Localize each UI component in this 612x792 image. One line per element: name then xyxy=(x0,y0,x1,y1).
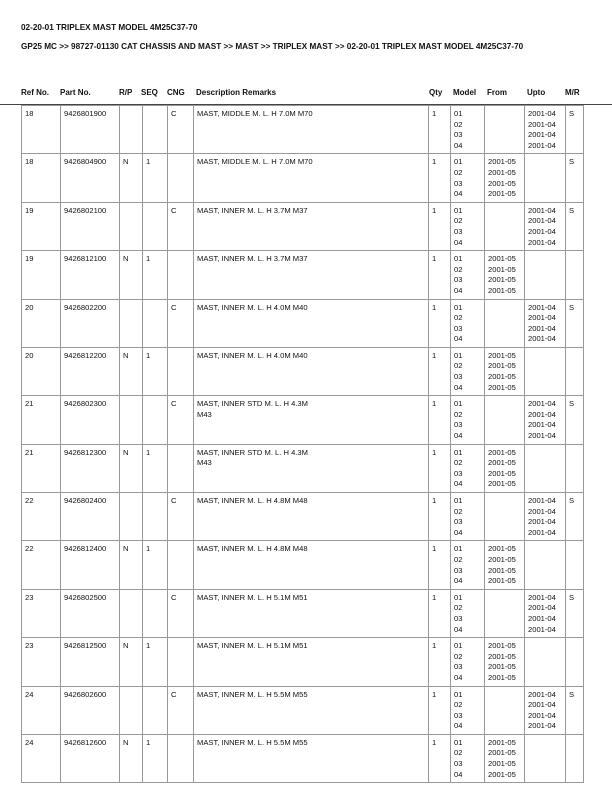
cell-ref: 21 xyxy=(22,444,61,492)
model-value: 01 xyxy=(454,689,463,699)
from-value: 2001-05 xyxy=(488,769,516,779)
model-value: 04 xyxy=(454,334,463,344)
table-row xyxy=(22,396,584,444)
cell-mr xyxy=(566,638,584,686)
cell-rp: N xyxy=(120,154,143,202)
model-value: 02 xyxy=(454,554,463,564)
model-value: 03 xyxy=(454,759,463,769)
from-value: 2001-05 xyxy=(488,576,516,586)
cell-cng xyxy=(168,541,194,589)
cell-mr xyxy=(566,347,584,395)
header-seq: SEQ xyxy=(141,88,158,97)
cell-rp xyxy=(120,686,143,734)
cell-seq: 1 xyxy=(143,444,168,492)
from-value: 2001-05 xyxy=(488,254,516,264)
table-row xyxy=(22,202,584,250)
cell-qty: 1 xyxy=(429,396,451,444)
from-value: 2001-05 xyxy=(488,275,516,285)
from-value: 2001-05 xyxy=(488,285,516,295)
model-value: 04 xyxy=(454,382,463,392)
upto-value: 2001-04 xyxy=(528,237,556,247)
cell-upto xyxy=(525,493,566,541)
cell-ref: 22 xyxy=(22,541,61,589)
cell-ref: 19 xyxy=(22,251,61,299)
cell-desc: MAST, INNER M. L. H 4.0M M40 xyxy=(194,347,429,395)
cell-seq: 1 xyxy=(143,154,168,202)
cell-ref: 23 xyxy=(22,589,61,637)
cell-cng xyxy=(168,638,194,686)
cell-part: 9426812500 xyxy=(61,638,120,686)
cell-rp xyxy=(120,202,143,250)
from-value: 2001-05 xyxy=(488,458,516,468)
cell-from xyxy=(485,396,525,444)
model-value: 03 xyxy=(454,468,463,478)
cell-from xyxy=(485,589,525,637)
cell-desc: MAST, INNER M. L. H 5.1M M51 xyxy=(194,589,429,637)
cell-qty: 1 xyxy=(429,202,451,250)
cell-desc: MAST, INNER M. L. H 5.1M M51 xyxy=(194,638,429,686)
cell-upto xyxy=(525,299,566,347)
model-value: 01 xyxy=(454,544,463,554)
cell-cng: C xyxy=(168,106,194,154)
upto-value: 2001-04 xyxy=(528,700,556,710)
from-value: 2001-05 xyxy=(488,479,516,489)
upto-value: 2001-04 xyxy=(528,613,556,623)
cell-qty: 1 xyxy=(429,734,451,782)
cell-ref: 19 xyxy=(22,202,61,250)
model-value: 04 xyxy=(454,189,463,199)
cell-desc: MAST, INNER STD M. L. H 4.3M M43 xyxy=(194,396,429,444)
upto-value: 2001-04 xyxy=(528,119,556,129)
table-header xyxy=(0,88,612,100)
upto-value: 2001-04 xyxy=(528,313,556,323)
model-value: 02 xyxy=(454,313,463,323)
table-row xyxy=(22,251,584,299)
table-row xyxy=(22,638,584,686)
model-value: 03 xyxy=(454,130,463,140)
model-value: 04 xyxy=(454,285,463,295)
model-value: 01 xyxy=(454,157,463,167)
cell-ref: 18 xyxy=(22,154,61,202)
cell-upto xyxy=(525,686,566,734)
cell-rp xyxy=(120,589,143,637)
cell-rp: N xyxy=(120,444,143,492)
cell-from xyxy=(485,251,525,299)
model-value: 03 xyxy=(454,178,463,188)
cell-rp: N xyxy=(120,638,143,686)
cell-model xyxy=(451,251,485,299)
cell-cng xyxy=(168,734,194,782)
cell-rp xyxy=(120,106,143,154)
cell-part: 9426802600 xyxy=(61,686,120,734)
cell-part: 9426812200 xyxy=(61,347,120,395)
table-row xyxy=(22,541,584,589)
cell-mr xyxy=(566,541,584,589)
cell-from xyxy=(485,734,525,782)
model-value: 02 xyxy=(454,651,463,661)
model-value: 01 xyxy=(454,109,463,118)
upto-value: 2001-04 xyxy=(528,624,556,634)
upto-value: 2001-04 xyxy=(528,689,556,699)
from-value: 2001-05 xyxy=(488,672,516,682)
from-value: 2001-05 xyxy=(488,641,516,651)
upto-value: 2001-04 xyxy=(528,399,556,409)
model-value: 01 xyxy=(454,254,463,264)
cell-cng: C xyxy=(168,686,194,734)
cell-upto xyxy=(525,396,566,444)
model-value: 01 xyxy=(454,496,463,505)
cell-rp: N xyxy=(120,541,143,589)
cell-qty: 1 xyxy=(429,299,451,347)
cell-from xyxy=(485,154,525,202)
cell-mr: S xyxy=(566,396,584,444)
cell-cng: C xyxy=(168,299,194,347)
cell-upto xyxy=(525,541,566,589)
cell-cng xyxy=(168,154,194,202)
upto-value: 2001-04 xyxy=(528,420,556,430)
upto-value: 2001-04 xyxy=(528,517,556,527)
model-value: 04 xyxy=(454,576,463,586)
upto-value: 2001-04 xyxy=(528,527,556,537)
cell-mr xyxy=(566,734,584,782)
cell-ref: 24 xyxy=(22,686,61,734)
model-value: 02 xyxy=(454,167,463,177)
cell-mr: S xyxy=(566,686,584,734)
cell-ref: 23 xyxy=(22,638,61,686)
cell-from xyxy=(485,541,525,589)
from-value: 2001-05 xyxy=(488,264,516,274)
model-value: 02 xyxy=(454,603,463,613)
upto-value: 2001-04 xyxy=(528,302,556,312)
cell-model xyxy=(451,106,485,154)
model-value: 04 xyxy=(454,140,463,150)
header-upto: Upto xyxy=(527,88,546,97)
header-part: Part No. xyxy=(60,88,91,97)
from-value: 2001-05 xyxy=(488,178,516,188)
cell-part: 9426802200 xyxy=(61,299,120,347)
cell-seq: 1 xyxy=(143,251,168,299)
cell-qty: 1 xyxy=(429,251,451,299)
cell-model xyxy=(451,202,485,250)
cell-rp xyxy=(120,299,143,347)
cell-seq xyxy=(143,106,168,154)
cell-desc: MAST, INNER M. L. H 4.0M M40 xyxy=(194,299,429,347)
cell-model xyxy=(451,396,485,444)
cell-upto xyxy=(525,638,566,686)
model-value: 01 xyxy=(454,447,463,457)
upto-value: 2001-04 xyxy=(528,431,556,441)
cell-upto xyxy=(525,106,566,154)
cell-upto xyxy=(525,251,566,299)
cell-part: 9426802500 xyxy=(61,589,120,637)
cell-cng: C xyxy=(168,493,194,541)
cell-cng xyxy=(168,444,194,492)
from-value: 2001-05 xyxy=(488,759,516,769)
upto-value: 2001-04 xyxy=(528,334,556,344)
cell-seq: 1 xyxy=(143,541,168,589)
header-qty: Qty xyxy=(429,88,443,97)
model-value: 04 xyxy=(454,237,463,247)
cell-upto xyxy=(525,444,566,492)
from-value: 2001-05 xyxy=(488,372,516,382)
table-row xyxy=(22,589,584,637)
cell-seq xyxy=(143,686,168,734)
cell-part: 9426801900 xyxy=(61,106,120,154)
from-value: 2001-05 xyxy=(488,565,516,575)
cell-upto xyxy=(525,589,566,637)
breadcrumb: GP25 MC >> 98727-01130 CAT CHASSIS AND MAST >> MAST >> TRIPLEX MAST >> 02-20-01 TRIPLEX MAST MODEL 4M25C37-70 xyxy=(21,42,524,51)
header-ref: Ref No. xyxy=(21,88,49,97)
table-row xyxy=(22,734,584,782)
header-mr: M/R xyxy=(565,88,580,97)
model-value: 03 xyxy=(454,323,463,333)
cell-part: 9426812300 xyxy=(61,444,120,492)
cell-from xyxy=(485,202,525,250)
cell-rp xyxy=(120,396,143,444)
page-title: 02-20-01 TRIPLEX MAST MODEL 4M25C37-70 xyxy=(21,23,198,32)
cell-rp: N xyxy=(120,734,143,782)
upto-value: 2001-04 xyxy=(528,226,556,236)
model-value: 02 xyxy=(454,409,463,419)
cell-upto xyxy=(525,154,566,202)
cell-qty: 1 xyxy=(429,686,451,734)
model-value: 03 xyxy=(454,517,463,527)
table-row xyxy=(22,347,584,395)
cell-upto xyxy=(525,734,566,782)
table-row xyxy=(22,106,584,154)
cell-ref: 22 xyxy=(22,493,61,541)
from-value: 2001-05 xyxy=(488,361,516,371)
cell-seq: 1 xyxy=(143,347,168,395)
model-value: 01 xyxy=(454,205,463,215)
from-value: 2001-05 xyxy=(488,157,516,167)
upto-value: 2001-04 xyxy=(528,216,556,226)
model-value: 02 xyxy=(454,216,463,226)
model-value: 01 xyxy=(454,399,463,409)
cell-part: 9426802300 xyxy=(61,396,120,444)
cell-seq: 1 xyxy=(143,734,168,782)
from-value: 2001-05 xyxy=(488,748,516,758)
model-value: 03 xyxy=(454,420,463,430)
cell-model xyxy=(451,589,485,637)
table-row xyxy=(22,493,584,541)
cell-cng xyxy=(168,251,194,299)
model-value: 01 xyxy=(454,592,463,602)
from-value: 2001-05 xyxy=(488,554,516,564)
cell-qty: 1 xyxy=(429,106,451,154)
cell-part: 9426804900 xyxy=(61,154,120,202)
cell-from xyxy=(485,444,525,492)
cell-desc: MAST, INNER M. L. H 3.7M M37 xyxy=(194,202,429,250)
cell-mr: S xyxy=(566,202,584,250)
cell-mr xyxy=(566,444,584,492)
cell-from xyxy=(485,638,525,686)
cell-model xyxy=(451,541,485,589)
cell-model xyxy=(451,154,485,202)
cell-desc: MAST, INNER M. L. H 5.5M M55 xyxy=(194,686,429,734)
cell-qty: 1 xyxy=(429,638,451,686)
cell-seq xyxy=(143,202,168,250)
upto-value: 2001-04 xyxy=(528,710,556,720)
cell-part: 9426812400 xyxy=(61,541,120,589)
upto-value: 2001-04 xyxy=(528,109,556,118)
model-value: 04 xyxy=(454,624,463,634)
cell-upto xyxy=(525,347,566,395)
cell-qty: 1 xyxy=(429,541,451,589)
cell-desc: MAST, MIDDLE M. L. H 7.0M M70 xyxy=(194,106,429,154)
model-value: 04 xyxy=(454,527,463,537)
cell-cng: C xyxy=(168,589,194,637)
cell-qty: 1 xyxy=(429,347,451,395)
from-value: 2001-05 xyxy=(488,447,516,457)
cell-rp xyxy=(120,493,143,541)
model-value: 02 xyxy=(454,458,463,468)
model-value: 03 xyxy=(454,565,463,575)
upto-value: 2001-04 xyxy=(528,140,556,150)
cell-ref: 18 xyxy=(22,106,61,154)
cell-seq xyxy=(143,396,168,444)
cell-seq xyxy=(143,299,168,347)
cell-rp: N xyxy=(120,251,143,299)
header-from: From xyxy=(487,88,507,97)
from-value: 2001-05 xyxy=(488,167,516,177)
cell-mr xyxy=(566,251,584,299)
model-value: 03 xyxy=(454,710,463,720)
table-row xyxy=(22,299,584,347)
cell-model xyxy=(451,347,485,395)
upto-value: 2001-04 xyxy=(528,721,556,731)
cell-seq xyxy=(143,493,168,541)
cell-model xyxy=(451,734,485,782)
from-value: 2001-05 xyxy=(488,382,516,392)
model-value: 01 xyxy=(454,350,463,360)
cell-mr: S xyxy=(566,106,584,154)
cell-from xyxy=(485,299,525,347)
cell-mr: S xyxy=(566,589,584,637)
from-value: 2001-05 xyxy=(488,468,516,478)
header-model: Model xyxy=(453,88,477,97)
upto-value: 2001-04 xyxy=(528,496,556,505)
table-row xyxy=(22,444,584,492)
model-value: 02 xyxy=(454,700,463,710)
cell-ref: 20 xyxy=(22,347,61,395)
model-value: 01 xyxy=(454,737,463,747)
cell-rp: N xyxy=(120,347,143,395)
cell-qty: 1 xyxy=(429,589,451,637)
upto-value: 2001-04 xyxy=(528,323,556,333)
parts-table xyxy=(21,105,584,783)
model-value: 04 xyxy=(454,721,463,731)
model-value: 03 xyxy=(454,662,463,672)
model-value: 03 xyxy=(454,275,463,285)
from-value: 2001-05 xyxy=(488,544,516,554)
cell-part: 9426812600 xyxy=(61,734,120,782)
cell-mr: S xyxy=(566,493,584,541)
cell-model xyxy=(451,686,485,734)
upto-value: 2001-04 xyxy=(528,603,556,613)
cell-qty: 1 xyxy=(429,154,451,202)
cell-mr: S xyxy=(566,154,584,202)
cell-from xyxy=(485,106,525,154)
cell-ref: 21 xyxy=(22,396,61,444)
model-value: 02 xyxy=(454,119,463,129)
table-row xyxy=(22,686,584,734)
from-value: 2001-05 xyxy=(488,651,516,661)
cell-from xyxy=(485,493,525,541)
cell-desc: MAST, MIDDLE M. L. H 7.0M M70 xyxy=(194,154,429,202)
upto-value: 2001-04 xyxy=(528,409,556,419)
cell-ref: 20 xyxy=(22,299,61,347)
cell-part: 9426802100 xyxy=(61,202,120,250)
cell-desc: MAST, INNER M. L. H 4.8M M48 xyxy=(194,493,429,541)
cell-model xyxy=(451,493,485,541)
model-value: 03 xyxy=(454,613,463,623)
upto-value: 2001-04 xyxy=(528,130,556,140)
upto-value: 2001-04 xyxy=(528,592,556,602)
header-rp: R/P xyxy=(119,88,133,97)
model-value: 02 xyxy=(454,361,463,371)
cell-cng: C xyxy=(168,202,194,250)
model-value: 04 xyxy=(454,769,463,779)
cell-desc: MAST, INNER M. L. H 3.7M M37 xyxy=(194,251,429,299)
from-value: 2001-05 xyxy=(488,737,516,747)
header-cng: CNG xyxy=(167,88,185,97)
upto-value: 2001-04 xyxy=(528,506,556,516)
cell-model xyxy=(451,444,485,492)
cell-from xyxy=(485,347,525,395)
cell-part: 9426802400 xyxy=(61,493,120,541)
cell-seq xyxy=(143,589,168,637)
cell-mr: S xyxy=(566,299,584,347)
upto-value: 2001-04 xyxy=(528,205,556,215)
model-value: 04 xyxy=(454,672,463,682)
model-value: 03 xyxy=(454,226,463,236)
cell-desc: MAST, INNER STD M. L. H 4.3M M43 xyxy=(194,444,429,492)
cell-upto xyxy=(525,202,566,250)
cell-desc: MAST, INNER M. L. H 5.5M M55 xyxy=(194,734,429,782)
cell-model xyxy=(451,299,485,347)
model-value: 03 xyxy=(454,372,463,382)
model-value: 01 xyxy=(454,641,463,651)
from-value: 2001-05 xyxy=(488,662,516,672)
cell-part: 9426812100 xyxy=(61,251,120,299)
model-value: 02 xyxy=(454,748,463,758)
cell-ref: 24 xyxy=(22,734,61,782)
model-value: 01 xyxy=(454,302,463,312)
model-value: 02 xyxy=(454,264,463,274)
header-desc: Description Remarks xyxy=(196,88,277,97)
cell-from xyxy=(485,686,525,734)
from-value: 2001-05 xyxy=(488,350,516,360)
model-value: 04 xyxy=(454,479,463,489)
cell-seq: 1 xyxy=(143,638,168,686)
cell-qty: 1 xyxy=(429,444,451,492)
cell-model xyxy=(451,638,485,686)
cell-desc: MAST, INNER M. L. H 4.8M M48 xyxy=(194,541,429,589)
model-value: 04 xyxy=(454,431,463,441)
table-row xyxy=(22,154,584,202)
cell-cng xyxy=(168,347,194,395)
cell-qty: 1 xyxy=(429,493,451,541)
from-value: 2001-05 xyxy=(488,189,516,199)
model-value: 02 xyxy=(454,506,463,516)
cell-cng: C xyxy=(168,396,194,444)
